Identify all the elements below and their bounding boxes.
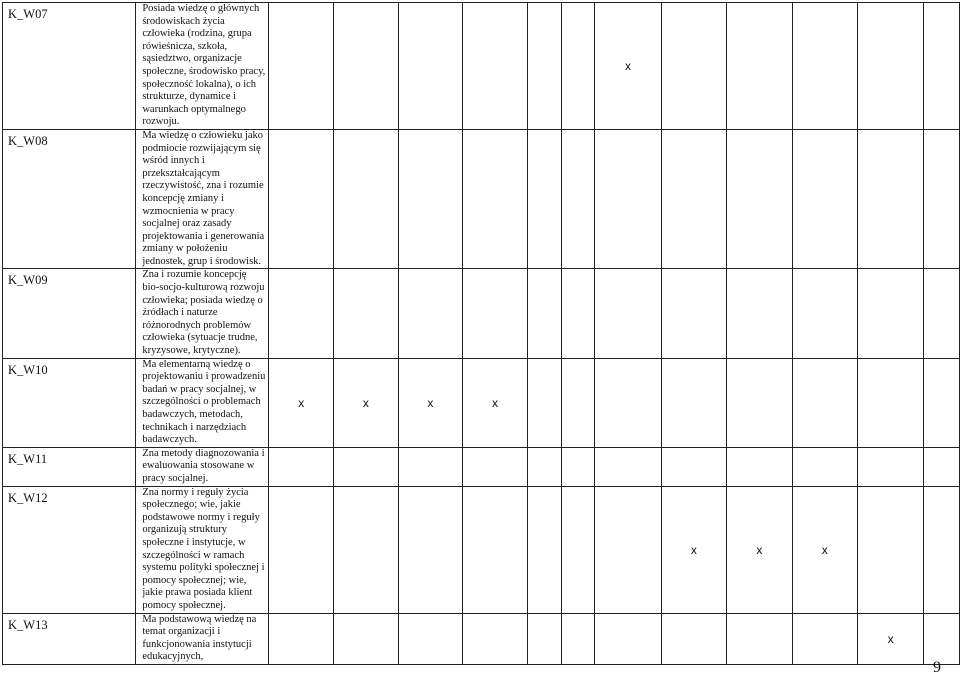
table-row xyxy=(3,486,960,613)
outcome-code: K_W08 xyxy=(3,129,136,269)
outcome-description: Posiada wiedzę o głównych środowiskach życia człowieka (rodzina, grupa rówieśnicza, szkoła, sąsiedztwo, organizacje społeczne, środowisko pracy, społeczność lokalna), o ich strukturze, dynamice i warunkach optymalnego rozwoju. xyxy=(136,3,269,130)
matrix-cell xyxy=(792,3,857,130)
matrix-cell xyxy=(595,358,661,447)
table-row xyxy=(3,358,960,447)
outcome-code: K_W10 xyxy=(3,358,136,447)
matrix-cell xyxy=(858,3,924,130)
matrix-cell xyxy=(661,358,726,447)
matrix-cell xyxy=(334,486,399,613)
matrix-cell xyxy=(398,3,463,130)
matrix-cell xyxy=(334,613,399,664)
table-row xyxy=(3,447,960,486)
outcome-description: Zna normy i reguły życia społecznego; wie, jakie podstawowe normy i reguły organizują struktury społeczne i instytucje, w szczególności w ramach systemu polityki społecznej i pomocy społecznej; wie, jakie prawa posiada klient pomocy społecznej. xyxy=(136,486,269,613)
matrix-cell: x xyxy=(727,486,792,613)
matrix-cell xyxy=(727,3,792,130)
matrix-cell xyxy=(527,129,561,269)
matrix-cell xyxy=(595,129,661,269)
matrix-cell xyxy=(924,447,960,486)
matrix-cell xyxy=(269,3,334,130)
matrix-cell: x xyxy=(398,358,463,447)
matrix-cell: x xyxy=(858,613,924,664)
matrix-cell xyxy=(661,613,726,664)
matrix-cell: x xyxy=(595,3,661,130)
outcome-code: K_W11 xyxy=(3,447,136,486)
matrix-cell xyxy=(858,447,924,486)
matrix-cell xyxy=(269,447,334,486)
outcome-description: Zna i rozumie koncepcję bio-socjo-kulturową rozwoju człowieka; posiada wiedzę o źródłach i naturze różnorodnych problemów człowieka (sytuacje trudne, kryzysowe, krytyczne). xyxy=(136,269,269,358)
page-number: 9 xyxy=(933,659,941,676)
matrix-cell xyxy=(924,129,960,269)
matrix-cell xyxy=(269,269,334,358)
matrix-cell xyxy=(561,129,595,269)
matrix-cell xyxy=(727,447,792,486)
matrix-cell xyxy=(792,613,857,664)
matrix-cell xyxy=(661,129,726,269)
matrix-cell xyxy=(463,613,528,664)
matrix-cell xyxy=(561,3,595,130)
outcome-code: K_W12 xyxy=(3,486,136,613)
matrix-cell xyxy=(463,447,528,486)
table-row xyxy=(3,613,960,664)
matrix-cell: x xyxy=(269,358,334,447)
matrix-cell xyxy=(527,358,561,447)
outcome-description: Ma wiedzę o człowieku jako podmiocie rozwijającym się wśród innych i przekształcającym rzeczywistość, zna i rozumie koncepcję zmiany i wzmocnienia w pracy socjalnej oraz zasady projektowania i generowania zmiany w położeniu jednostek, grup i środowisk. xyxy=(136,129,269,269)
matrix-cell xyxy=(727,129,792,269)
matrix-cell xyxy=(527,447,561,486)
matrix-cell xyxy=(561,613,595,664)
matrix-cell xyxy=(858,269,924,358)
matrix-cell xyxy=(334,129,399,269)
matrix-cell xyxy=(398,447,463,486)
matrix-cell xyxy=(792,447,857,486)
matrix-cell xyxy=(561,486,595,613)
table-row xyxy=(3,129,960,269)
outcome-code: K_W09 xyxy=(3,269,136,358)
matrix-cell xyxy=(269,129,334,269)
matrix-cell xyxy=(924,486,960,613)
matrix-cell xyxy=(858,486,924,613)
matrix-cell xyxy=(561,447,595,486)
matrix-cell xyxy=(334,3,399,130)
matrix-cell xyxy=(792,129,857,269)
matrix-cell xyxy=(924,613,960,664)
matrix-cell xyxy=(727,358,792,447)
matrix-cell xyxy=(527,3,561,130)
matrix-cell xyxy=(792,269,857,358)
matrix-cell xyxy=(269,486,334,613)
outcome-code: K_W13 xyxy=(3,613,136,664)
matrix-cell xyxy=(398,613,463,664)
matrix-cell xyxy=(269,613,334,664)
matrix-cell xyxy=(924,358,960,447)
matrix-cell: x xyxy=(334,358,399,447)
matrix-cell xyxy=(463,129,528,269)
table-row xyxy=(3,3,960,130)
outcome-code: K_W07 xyxy=(3,3,136,130)
matrix-cell xyxy=(595,269,661,358)
outcome-description: Ma elementarną wiedzę o projektowaniu i prowadzeniu badań w pracy socjalnej, w szczególności o problemach badawczych, metodach, technikach i narzędziach badawczych. xyxy=(136,358,269,447)
matrix-cell xyxy=(463,486,528,613)
matrix-cell xyxy=(398,269,463,358)
table-row xyxy=(3,269,960,358)
matrix-cell xyxy=(527,613,561,664)
matrix-cell xyxy=(727,613,792,664)
matrix-cell xyxy=(924,269,960,358)
matrix-cell xyxy=(661,269,726,358)
matrix-cell: x xyxy=(792,486,857,613)
matrix-cell xyxy=(595,447,661,486)
learning-outcomes-table xyxy=(2,2,960,665)
matrix-cell xyxy=(463,3,528,130)
matrix-cell xyxy=(527,269,561,358)
matrix-cell xyxy=(595,486,661,613)
outcome-description: Ma podstawową wiedzę na temat organizacji i funkcjonowania instytucji edukacyjnych, xyxy=(136,613,269,664)
matrix-cell xyxy=(561,358,595,447)
matrix-cell xyxy=(858,129,924,269)
matrix-cell xyxy=(334,269,399,358)
matrix-cell xyxy=(595,613,661,664)
matrix-cell xyxy=(661,447,726,486)
matrix-cell xyxy=(398,486,463,613)
matrix-cell xyxy=(561,269,595,358)
matrix-cell xyxy=(661,3,726,130)
matrix-cell xyxy=(792,358,857,447)
matrix-cell xyxy=(463,269,528,358)
matrix-cell xyxy=(398,129,463,269)
matrix-cell xyxy=(858,358,924,447)
matrix-cell xyxy=(727,269,792,358)
outcome-description: Zna metody diagnozowania i ewaluowania stosowane w pracy socjalnej. xyxy=(136,447,269,486)
matrix-cell: x xyxy=(661,486,726,613)
matrix-cell: x xyxy=(463,358,528,447)
matrix-cell xyxy=(527,486,561,613)
matrix-cell xyxy=(334,447,399,486)
matrix-cell xyxy=(924,3,960,130)
